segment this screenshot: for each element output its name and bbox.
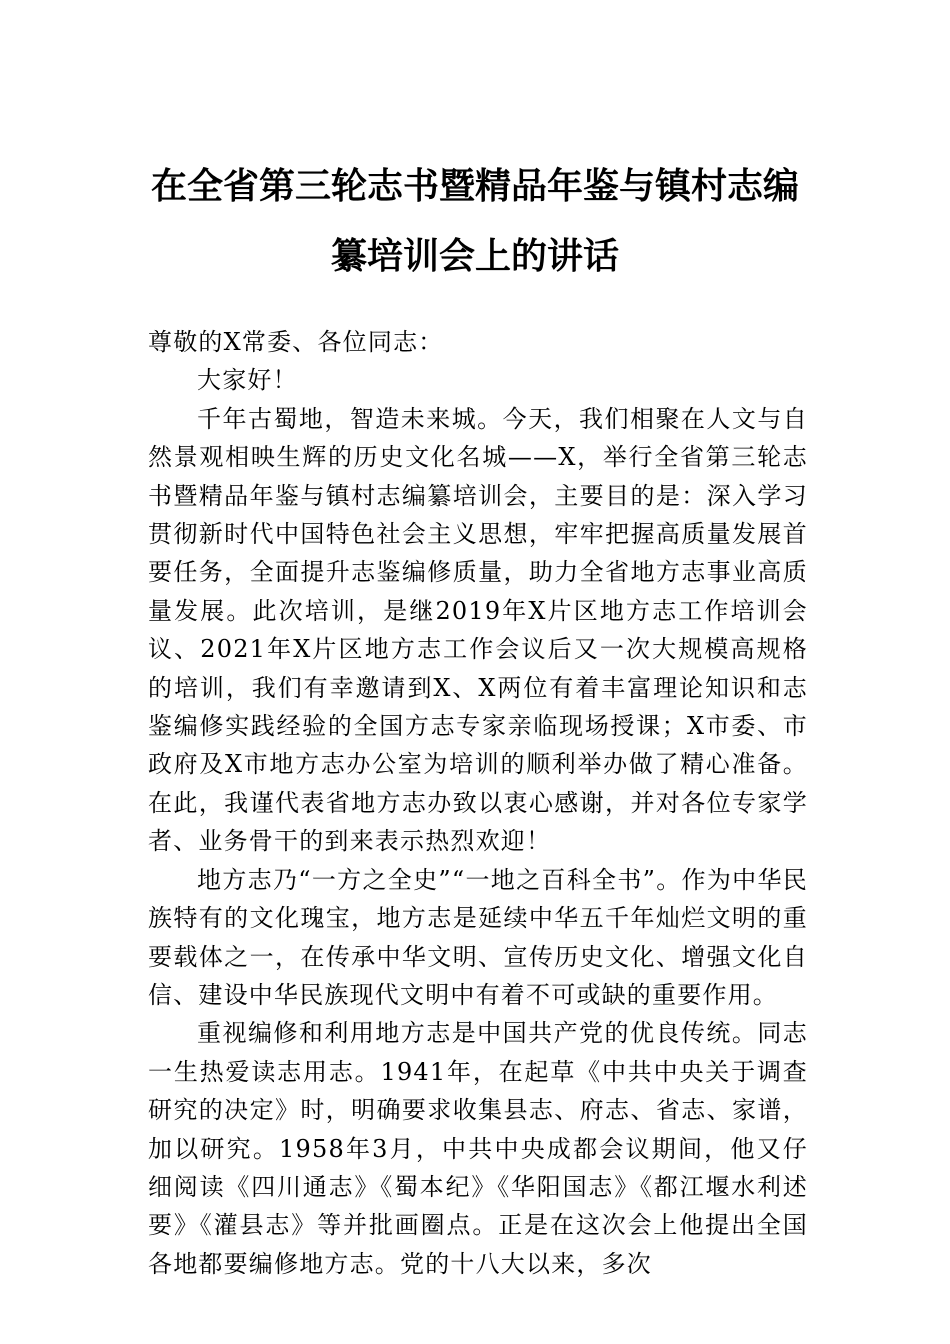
document-body: [148, 323, 808, 1283]
document-title-line-1: 在全省第三轮志书暨精品年鉴与镇村志编: [150, 165, 799, 207]
paragraph-greeting: 大家好！: [197, 366, 298, 395]
paragraph-local-chronicles: 地方志乃“一方之全史”“一地之百科全书”。作为中华民族特有的文化瑰宝，地方志是延续中华五千年灿烂文明的重要载体之一，在传承中华文明、宣传历史文化、增强文化自信、建设中华民族现代文明中有着不可或缺的重要作用。: [148, 865, 808, 1009]
document-title-line-2: 纂培训会上的讲话: [330, 235, 619, 277]
paragraph-opening: 千年古蜀地，智造未来城。今天，我们相聚在人文与自然景观相映生辉的历史文化名城——X，举行全省第三轮志书暨精品年鉴与镇村志编纂培训会，主要目的是：深入学习贯彻新时代中国特色社会主义思想，牢牢把握高质量发展首要任务，全面提升志鉴编修质量，助力全省地方志事业高质量发展。此次培训，是继2019年X片区地方志工作培训会议、2021年X片区地方志工作会议后又一次大规模高规格的培训，我们有幸邀请到X、X两位有着丰富理论知识和志鉴编修实践经验的全国方志专家亲临现场授课；X市委、市政府及X市地方志办公室为培训的顺利举办做了精心准备。在此，我谨代表省地方志办致以衷心感谢，并对各位专家学者、业务骨干的到来表示热烈欢迎！: [148, 404, 808, 856]
paragraph-party-tradition: 重视编修和利用地方志是中国共产党的优良传统。同志一生热爱读志用志。1941年，在起草《中共中央关于调查研究的决定》时，明确要求收集县志、府志、省志、家谱，加以研究。1958年3月，中共中央成都会议期间，他又仔细阅读《四川通志》《蜀本纪》《华阳国志》《都江堰水利述要》《灌县志》等并批画圈点。正是在这次会上他提出全国各地都要编修地方志。党的十八大以来，多次: [148, 1019, 808, 1278]
salutation: 尊敬的X常委、各位同志：: [148, 328, 444, 356]
